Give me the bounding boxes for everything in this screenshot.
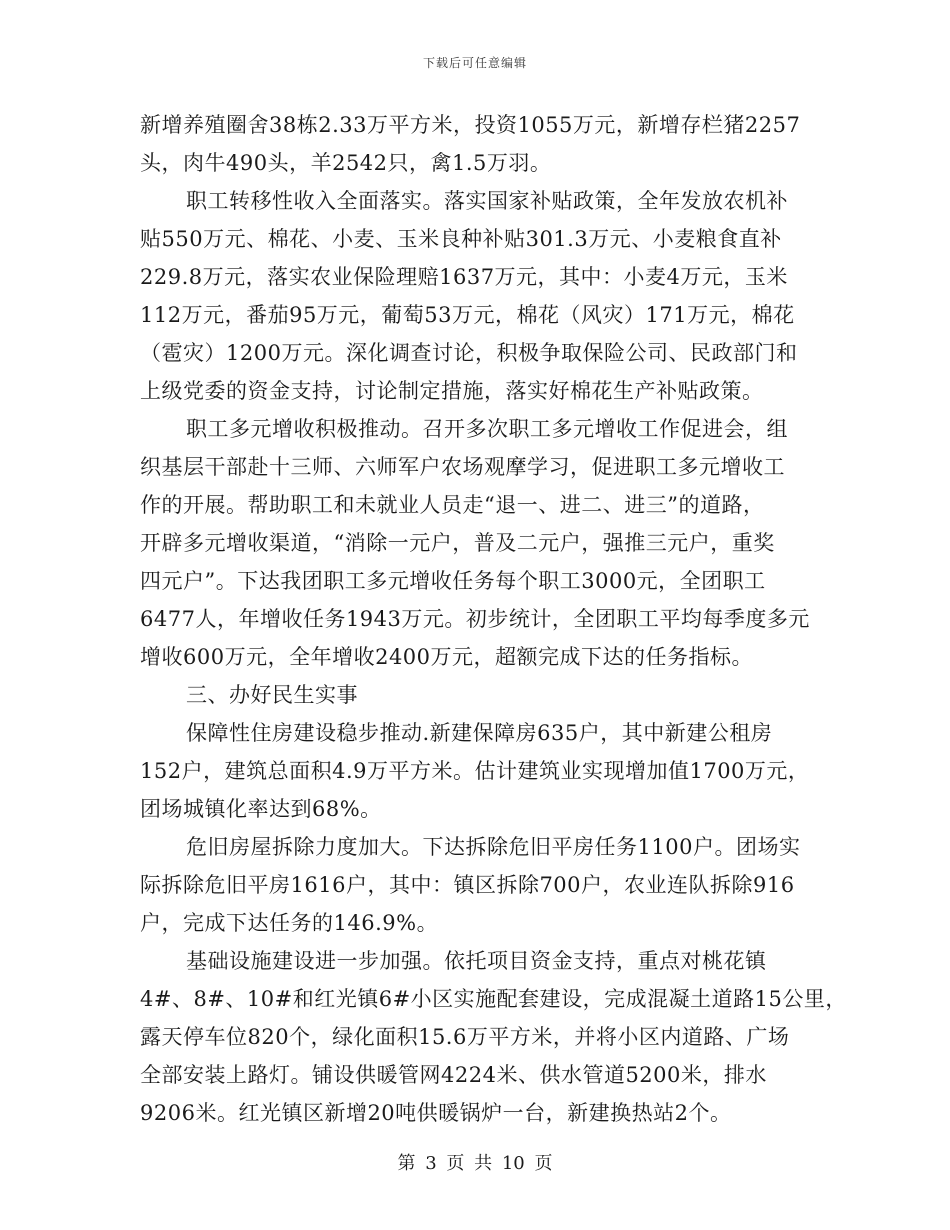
text-line: 作的开展。帮助职工和未就业人员走“退一、进二、进三”的道路， [140, 493, 765, 517]
text-line: 四元户”。下达我团职工多元增收任务每个职工3000元，全团职工 [140, 569, 766, 593]
text-line: 6477人，年增收任务1943万元。初步统计，全团职工平均每季度多元 [140, 607, 810, 631]
page-header: 下载后可任意编辑 [422, 56, 527, 70]
text-line: 织基层干部赴十三师、六师军户农场观摩学习，促进职工多元增收工 [140, 455, 785, 479]
text-line: 新增养殖圈舍38栋2.33万平方米，投资1055万元，新增存栏猪2257 [140, 113, 801, 137]
text-line: 开辟多元增收渠道，“消除一元户，普及二元户，强推三元户，重奖 [140, 531, 775, 555]
text-line: （雹灾）1200万元。深化调查讨论，积极争取保险公司、民政部门和 [140, 341, 798, 365]
text-line: 152户，建筑总面积4.9万平方米。估计建筑业实现增加值1700万元， [140, 759, 810, 783]
document-body [140, 106, 847, 1132]
text-line: 增收600万元，全年增收2400万元，超额完成下达的任务指标。 [140, 645, 754, 669]
page-number-footer: 第 3 页 共 10 页 [397, 1153, 553, 1174]
paragraph-start-line: 危旧房屋拆除力度加大。下达拆除危旧平房任务1100户。团场实 [186, 835, 801, 859]
text-line: 9206米。红光镇区新增20吨供暖锅炉一台，新建换热站2个。 [140, 1101, 732, 1125]
section-heading: 三、办好民生实事 [186, 683, 358, 707]
paragraph-start-line: 基础设施建设进一步加强。依托项目资金支持，重点对桃花镇 [186, 949, 767, 973]
text-line: 112万元，番茄95万元，葡萄53万元，棉花（风灾）171万元，棉花 [140, 303, 795, 327]
text-line: 际拆除危旧平房1616户，其中：镇区拆除700户，农业连队拆除916 [140, 873, 795, 897]
text-line: 229.8万元，落实农业保险理赔1637万元，其中：小麦4万元，玉米 [140, 265, 788, 289]
text-line: 全部安装上路灯。铺设供暖管网4224米、供水管道5200米，排水 [140, 1063, 767, 1087]
text-line: 上级党委的资金支持，讨论制定措施，落实好棉花生产补贴政策。 [140, 379, 764, 403]
paragraph-start-line: 保障性住房建设稳步推动.新建保障房635户，其中新建公租房 [186, 721, 773, 745]
text-line: 露天停车位820个，绿化面积15.6万平方米，并将小区内道路、广场 [140, 1025, 790, 1049]
paragraph-start-line: 职工转移性收入全面落实。落实国家补贴政策，全年发放农机补 [186, 189, 788, 213]
text-line: 头，肉牛490头，羊2542只，禽1.5万羽。 [140, 151, 552, 175]
paragraph-start-line: 职工多元增收积极推动。召开多次职工多元增收工作促进会，组 [186, 417, 788, 441]
text-line: 团场城镇化率达到68%。 [140, 797, 382, 821]
text-line: 户，完成下达任务的146.9%。 [140, 911, 439, 935]
text-line: 贴550万元、棉花、小麦、玉米良种补贴301.3万元、小麦粮食直补 [140, 227, 782, 251]
text-line: 4#、8#、10#和红光镇6#小区实施配套建设，完成混凝土道路15公里， [140, 987, 847, 1011]
